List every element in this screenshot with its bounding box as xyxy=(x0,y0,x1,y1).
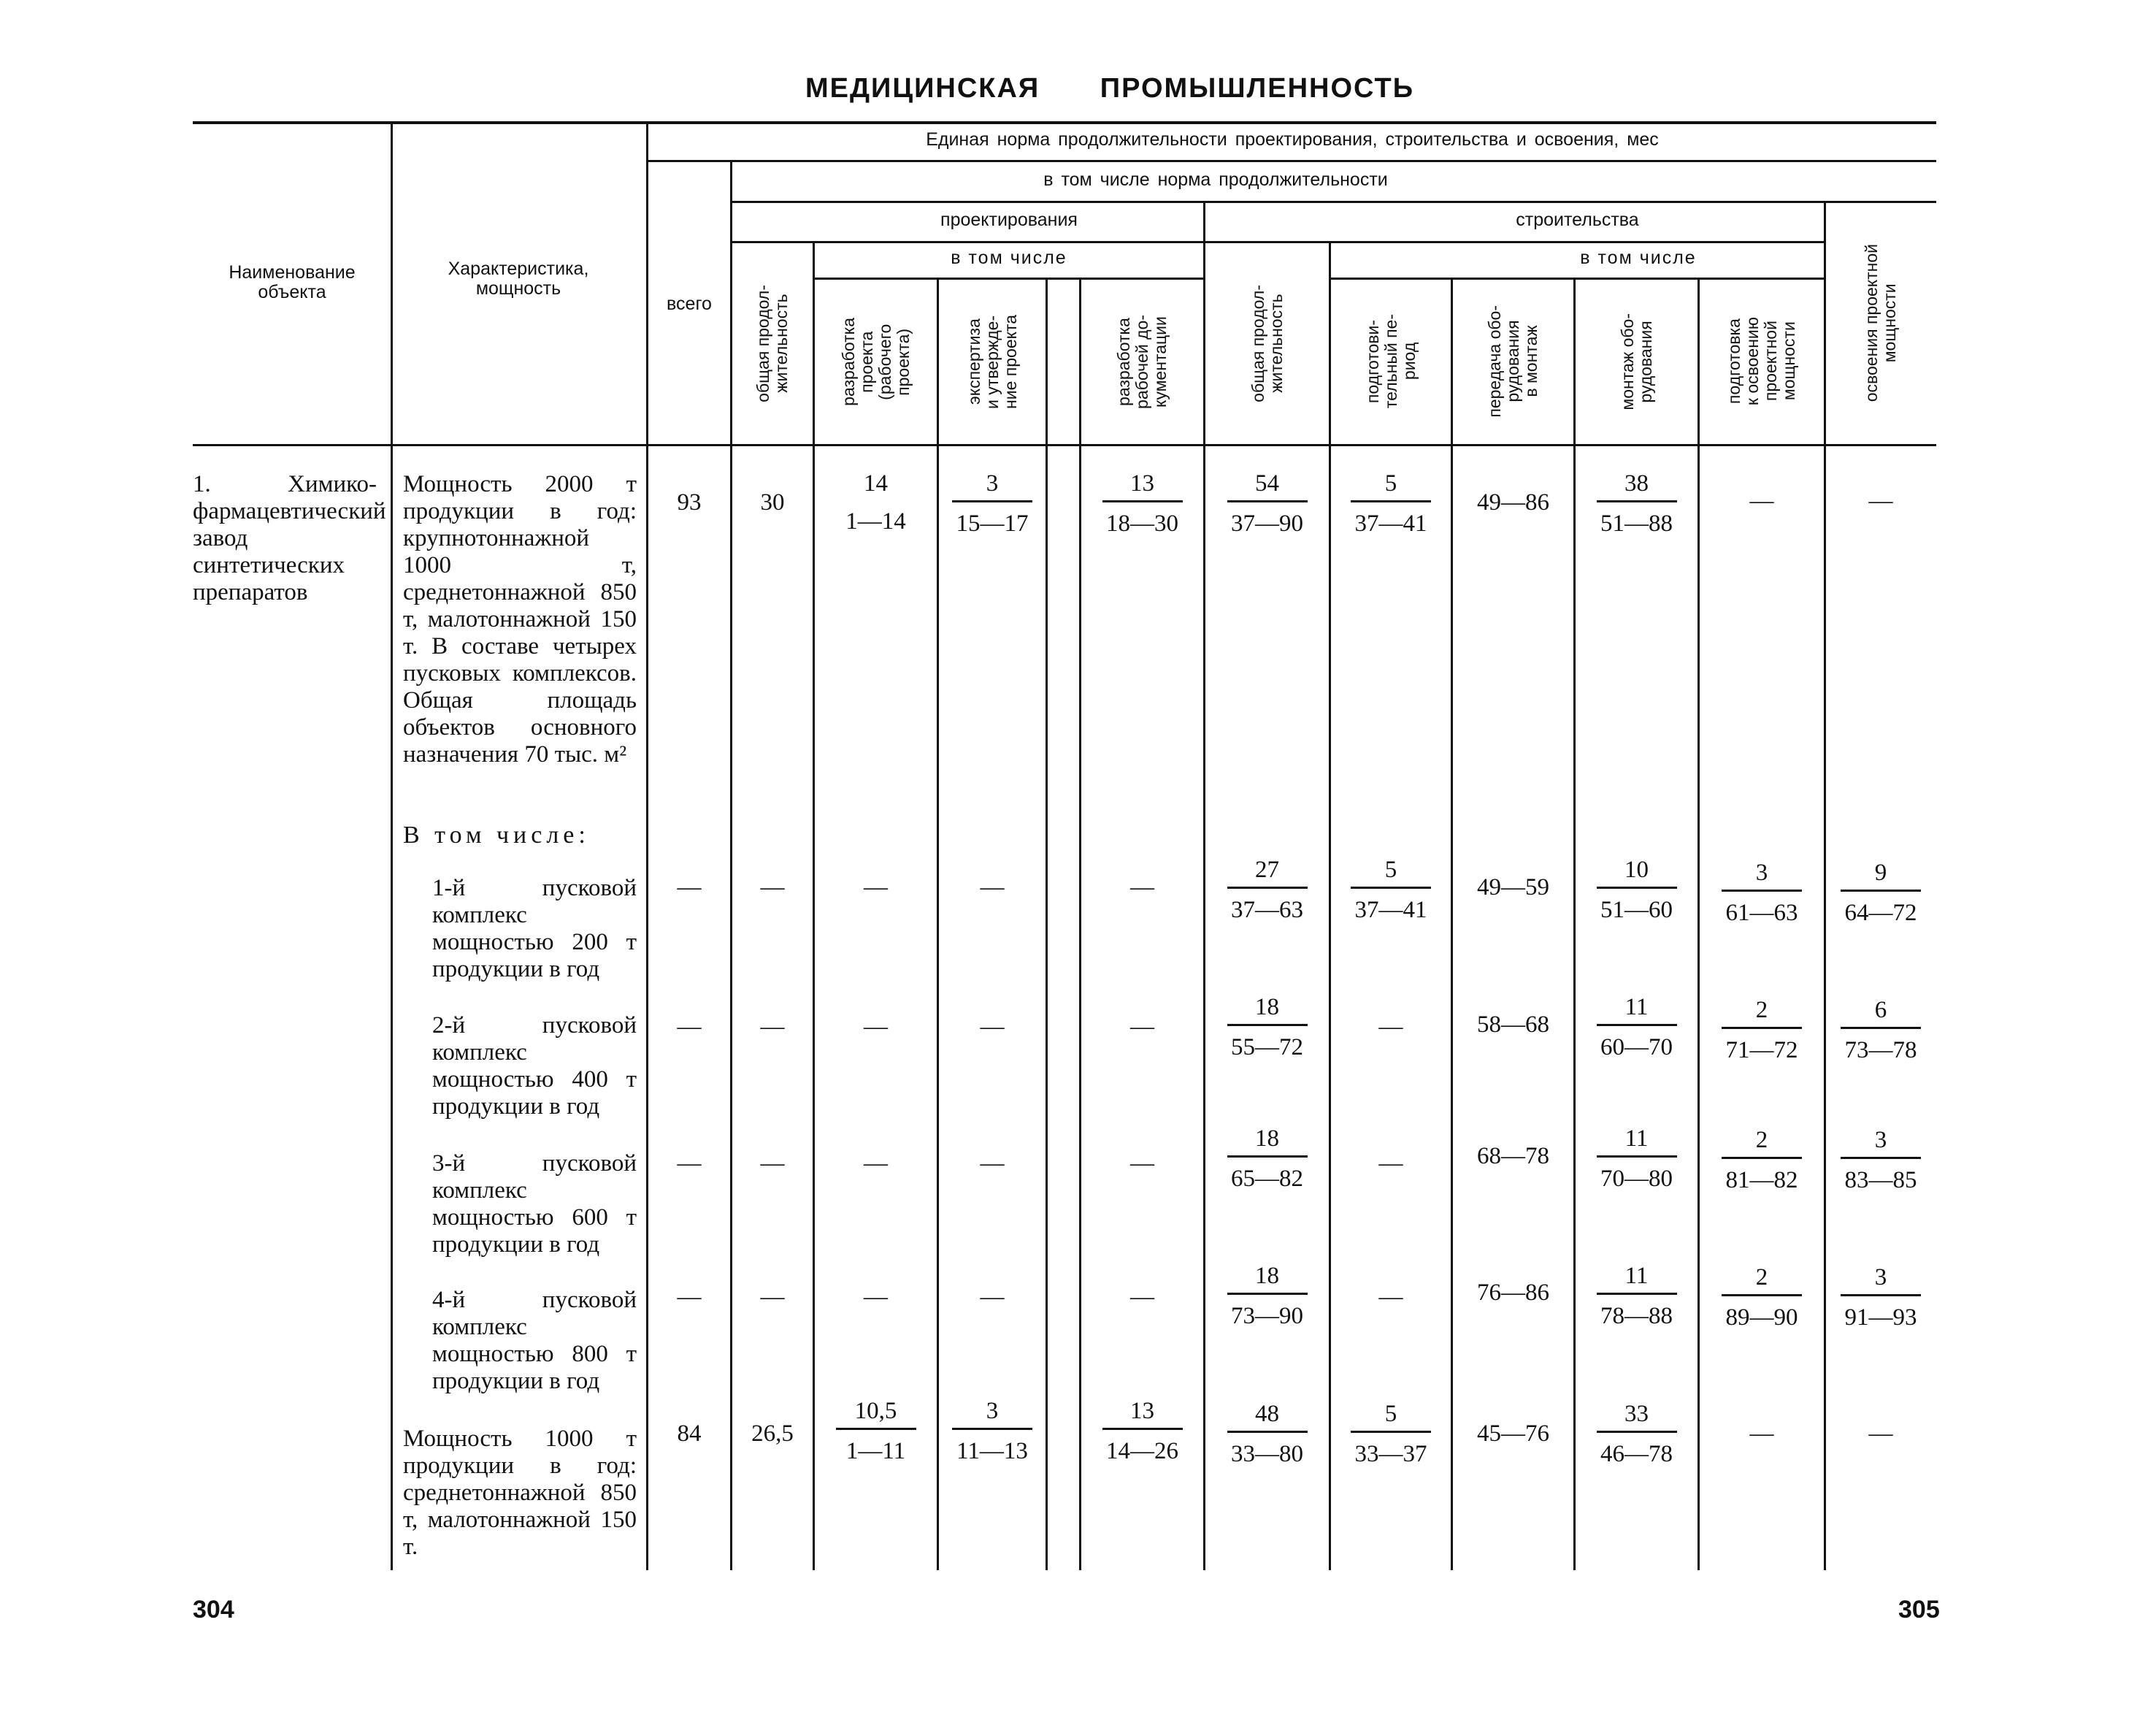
header-constr-prep: подготови- тельный пе- риод xyxy=(1362,314,1419,409)
comp1-design-exp: — xyxy=(980,874,1005,900)
comp1-constr-prep: 5 37—41 xyxy=(1331,856,1451,924)
row1-constr-transfer: 49—86 xyxy=(1477,489,1549,516)
comp3-design-exp: — xyxy=(980,1150,1005,1177)
row2-constr-total: 48 33—80 xyxy=(1205,1400,1329,1468)
object-name: 1. Химико-фармацевтический завод синтетических препаратов xyxy=(193,471,386,605)
comp2-constr-prep: — xyxy=(1378,1014,1403,1040)
header-constr-total: общая продол- жительность xyxy=(1248,284,1286,402)
object-characteristic-1: Мощность 2000 т продукции в год: крупнотоннажной 1000 т, среднетоннажной 850 т, малотоннажной 150 т. В составе четырех пусковых комплексов. Общая площадь объектов основного назначения 70 тыс. м² xyxy=(403,471,637,768)
comp3-design-work: — xyxy=(1130,1150,1154,1177)
comp1-design-dev: — xyxy=(864,874,888,900)
comp1-constr-total: 27 37—63 xyxy=(1205,856,1329,924)
rule-design-incl xyxy=(814,278,1205,280)
comp2-constr-total: 18 55—72 xyxy=(1205,993,1329,1061)
comp2-constr-transfer: 58—68 xyxy=(1477,1011,1549,1038)
header-constr-incl: в том числе xyxy=(1580,248,1697,268)
page-title: МЕДИЦИНСКАЯ ПРОМЫШЛЕННОСТЬ xyxy=(805,73,1415,104)
vline-constr-prep xyxy=(1451,279,1453,1570)
rule-constr-incl xyxy=(1330,278,1825,280)
comp4-design-dev: — xyxy=(864,1284,888,1310)
header-constr-transfer: передача обо- рудования в монтаж xyxy=(1485,305,1541,418)
row2-constr-prep: 5 33—37 xyxy=(1331,1400,1451,1468)
complex-4: 4-й пусковой комплекс мощностью 800 т продукции в год xyxy=(432,1287,637,1394)
row1-design-exp: 3 15—17 xyxy=(939,470,1046,538)
row1-design-total: 30 xyxy=(760,489,785,516)
comp4-design-work: — xyxy=(1130,1284,1154,1310)
comp4-design-exp: — xyxy=(980,1284,1005,1310)
vline-design-exp-a xyxy=(1046,279,1048,1570)
comp4-constr-install: 11 78—88 xyxy=(1576,1262,1697,1330)
comp2-design-work: — xyxy=(1130,1014,1154,1040)
header-design-incl: в том числе xyxy=(951,248,1067,268)
row2-constr-ready: — xyxy=(1749,1420,1774,1447)
header-incl-norm: в том числе норма продолжительности xyxy=(1043,169,1388,190)
comp1-constr-transfer: 49—59 xyxy=(1477,874,1549,900)
comp2-design-total: — xyxy=(760,1014,785,1040)
page-number-left: 304 xyxy=(193,1596,234,1623)
comp4-total: — xyxy=(677,1284,702,1310)
comp4-constr-prep: — xyxy=(1378,1284,1403,1310)
comp2-design-dev: — xyxy=(864,1014,888,1040)
page-number-right: 305 xyxy=(1898,1596,1940,1623)
comp1-constr-ready: 3 61—63 xyxy=(1700,859,1824,927)
row1-constr-install: 38 51—88 xyxy=(1576,470,1697,538)
row1-constr-prep: 5 37—41 xyxy=(1331,470,1451,538)
comp2-mastering: 6 73—78 xyxy=(1826,996,1936,1064)
header-object-name: Наименование объекта xyxy=(229,262,356,302)
vline-char xyxy=(646,124,648,1570)
comp3-design-dev: — xyxy=(864,1150,888,1177)
row1-design-work: 13 18—30 xyxy=(1081,470,1203,538)
header-mastering: освоения проектной мощности xyxy=(1862,244,1899,402)
row2-mastering: — xyxy=(1868,1420,1893,1447)
comp1-mastering: 9 64—72 xyxy=(1826,859,1936,927)
header-unified-norm: Единая норма продолжительности проектирования, строительства и освоения, мес xyxy=(926,129,1659,150)
comp3-constr-ready: 2 81—82 xyxy=(1700,1126,1824,1194)
comp4-mastering: 3 91—93 xyxy=(1826,1263,1936,1331)
comp1-total: — xyxy=(677,874,702,900)
header-design-work: разработка рабочей до- кументации xyxy=(1114,314,1170,409)
row2-design-work: 13 14—26 xyxy=(1081,1397,1203,1465)
comp3-constr-transfer: 68—78 xyxy=(1477,1143,1549,1169)
comp1-design-total: — xyxy=(760,874,785,900)
comp3-constr-install: 11 70—80 xyxy=(1576,1125,1697,1193)
comp3-total: — xyxy=(677,1150,702,1177)
row2-constr-transfer: 45—76 xyxy=(1477,1420,1549,1447)
complex-3: 3-й пусковой комплекс мощностью 600 т продукции в год xyxy=(432,1150,637,1258)
vline-name xyxy=(391,124,393,1570)
row1-total: 93 xyxy=(677,489,702,516)
header-constr-install: монтаж обо- рудования xyxy=(1617,313,1655,410)
header-total: всего xyxy=(667,294,712,314)
comp2-total: — xyxy=(677,1014,702,1040)
comp2-design-exp: — xyxy=(980,1014,1005,1040)
header-design: проектирования xyxy=(940,210,1078,230)
comp1-design-work: — xyxy=(1130,874,1154,900)
header-construction: строительства xyxy=(1516,210,1639,230)
rule-unified xyxy=(648,160,1936,162)
row2-design-total: 26,5 xyxy=(751,1420,794,1447)
comp4-constr-total: 18 73—90 xyxy=(1205,1262,1329,1330)
rule-incl-norm xyxy=(732,201,1936,203)
header-constr-ready: подготовка к освоению проектной мощности xyxy=(1725,317,1798,406)
comp2-constr-ready: 2 71—72 xyxy=(1700,996,1824,1064)
object-characteristic-2: Мощность 1000 т продукции в год: среднетоннажной 850 т, малотоннажной 150 т. xyxy=(403,1426,637,1560)
row2-design-exp: 3 11—13 xyxy=(939,1397,1046,1465)
including-label: В том числе: xyxy=(403,822,590,849)
row2-constr-install: 33 46—78 xyxy=(1576,1400,1697,1468)
comp1-constr-install: 10 51—60 xyxy=(1576,856,1697,924)
row1-constr-ready: — xyxy=(1749,488,1774,514)
comp4-constr-transfer: 76—86 xyxy=(1477,1280,1549,1306)
complex-2: 2-й пусковой комплекс мощностью 400 т продукции в год xyxy=(432,1012,637,1120)
comp3-constr-prep: — xyxy=(1378,1150,1403,1177)
header-design-exp: экспертиза и утвержде- ние проекта xyxy=(964,314,1020,409)
header-characteristic: Характеристика, мощность xyxy=(448,259,589,299)
comp2-constr-install: 11 60—70 xyxy=(1576,993,1697,1061)
header-design-total: общая продол- жительность xyxy=(753,284,791,402)
row1-design-dev: 14 1—14 xyxy=(845,470,906,535)
rule-top xyxy=(193,121,1936,124)
complex-1: 1-й пусковой комплекс мощностью 200 т продукции в год xyxy=(432,875,637,982)
comp3-design-total: — xyxy=(760,1150,785,1177)
row1-mastering: — xyxy=(1868,488,1893,514)
header-design-dev: разработка проекта (рабочего проекта) xyxy=(838,317,913,406)
comp4-constr-ready: 2 89—90 xyxy=(1700,1263,1824,1331)
row2-total: 84 xyxy=(677,1420,702,1447)
comp3-constr-total: 18 65—82 xyxy=(1205,1125,1329,1193)
rule-header-bottom xyxy=(193,444,1936,446)
comp4-design-total: — xyxy=(760,1284,785,1310)
comp3-mastering: 3 83—85 xyxy=(1826,1126,1936,1194)
rule-design-constr xyxy=(732,241,1825,243)
row2-design-dev: 10,5 1—11 xyxy=(815,1397,937,1465)
row1-constr-total: 54 37—90 xyxy=(1205,470,1329,538)
